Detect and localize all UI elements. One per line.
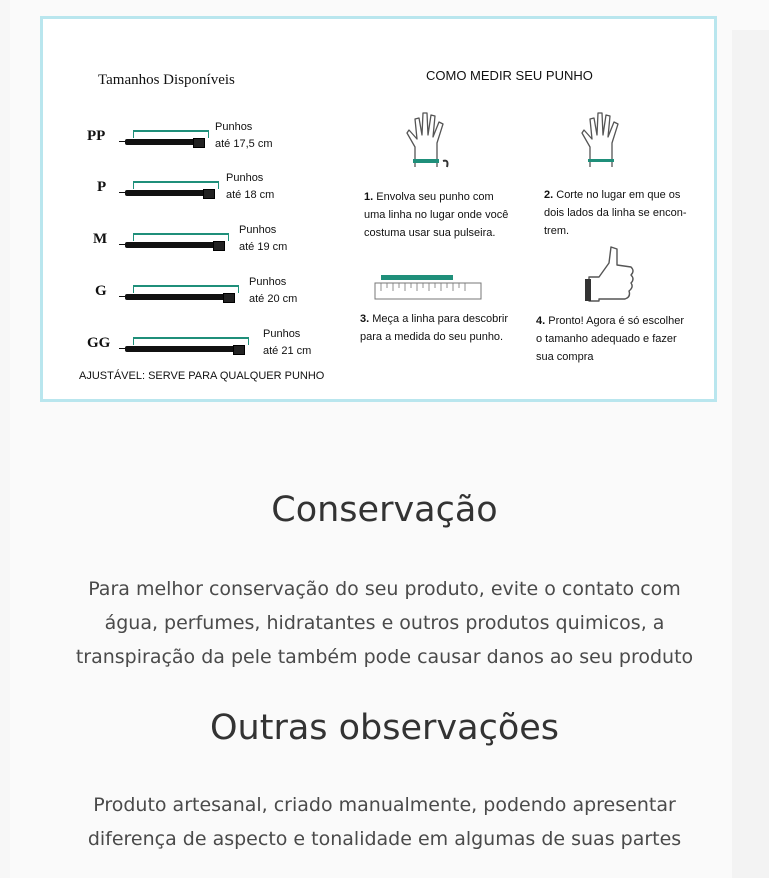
notes-text xyxy=(0,788,769,856)
hand-measure-icon xyxy=(393,105,463,175)
size-note xyxy=(226,170,274,204)
size-label: P xyxy=(97,179,107,195)
size-label: M xyxy=(93,231,108,247)
step-line: Pronto! Agora é só escolher xyxy=(548,315,684,327)
ruler-icon xyxy=(373,271,483,303)
adjustable-note xyxy=(79,370,324,382)
size-label: GG xyxy=(87,335,111,351)
step-line: costuma usar sua pulseira. xyxy=(364,227,496,239)
conservation-line: transpiração da pele também pode causar danos ao seu produto xyxy=(75,646,694,668)
step-line: trem. xyxy=(544,225,570,237)
thumbs-up-icon xyxy=(581,243,641,305)
size-note-line2: até 21 cm xyxy=(263,345,312,357)
step-1-text xyxy=(364,188,544,242)
step-number: 4. xyxy=(536,315,546,327)
conservation-text xyxy=(0,572,769,674)
size-note xyxy=(249,274,297,308)
size-note-line2: até 19 cm xyxy=(239,241,288,253)
step-line: sua compra xyxy=(536,351,594,363)
size-guide-image xyxy=(40,16,717,402)
how-to-title: COMO MEDIR SEU PUNHO xyxy=(426,68,593,83)
step-line: Meça a linha para descobrir xyxy=(372,313,508,325)
step-number: 1. xyxy=(364,191,374,203)
step-4-text xyxy=(536,312,711,366)
conservation-line: água, perfumes, hidratantes e outros produtos quimicos, a xyxy=(104,612,665,634)
size-row-p xyxy=(43,174,373,214)
size-note-line1: Punhos xyxy=(249,276,287,288)
conservation-line: Para melhor conservação do seu produto, evite o contato com xyxy=(88,578,681,600)
step-line: uma linha no lugar onde você xyxy=(364,209,509,221)
step-2-text xyxy=(544,186,714,240)
step-line: para a medida do seu punho. xyxy=(360,331,504,343)
page-right-edge xyxy=(732,30,769,878)
step-3-text xyxy=(360,310,540,346)
size-label: PP xyxy=(87,128,106,144)
step-number: 2. xyxy=(544,189,554,201)
step-line: dois lados da linha se encon- xyxy=(544,207,687,219)
size-note xyxy=(263,326,311,360)
step-number: 3. xyxy=(360,313,370,325)
size-note-line2: até 18 cm xyxy=(226,189,275,201)
adjustable-rest: : SERVE PARA QUALQUER PUNHO xyxy=(141,370,325,382)
size-row-m xyxy=(43,226,373,266)
size-note-line1: Punhos xyxy=(226,172,264,184)
step-line: Corte no lugar em que os xyxy=(556,189,681,201)
size-note-line2: até 17,5 cm xyxy=(215,138,273,150)
size-label: G xyxy=(95,283,107,299)
size-note xyxy=(239,222,287,256)
size-note-line1: Punhos xyxy=(215,121,253,133)
size-note-line2: até 20 cm xyxy=(249,293,298,305)
conservation-heading: Conservação xyxy=(271,490,498,530)
notes-line: Produto artesanal, criado manualmente, podendo apresentar xyxy=(93,794,676,816)
size-row-pp xyxy=(43,123,373,163)
size-note xyxy=(215,119,272,153)
step-line: Envolva seu punho com xyxy=(376,191,494,203)
adjustable-strong: AJUSTÁVEL xyxy=(79,370,142,382)
hand-cut-icon xyxy=(568,105,638,175)
size-row-gg xyxy=(43,330,373,370)
size-note-line1: Punhos xyxy=(263,328,301,340)
notes-heading: Outras observações xyxy=(209,708,560,748)
sizes-title: Tamanhos Disponíveis xyxy=(98,72,235,88)
notes-line: diferença de aspecto e tonalidade em algumas de suas partes xyxy=(87,828,682,850)
size-row-g xyxy=(43,278,373,318)
size-note-line1: Punhos xyxy=(239,224,277,236)
step-line: o tamanho adequado e fazer xyxy=(536,333,677,345)
